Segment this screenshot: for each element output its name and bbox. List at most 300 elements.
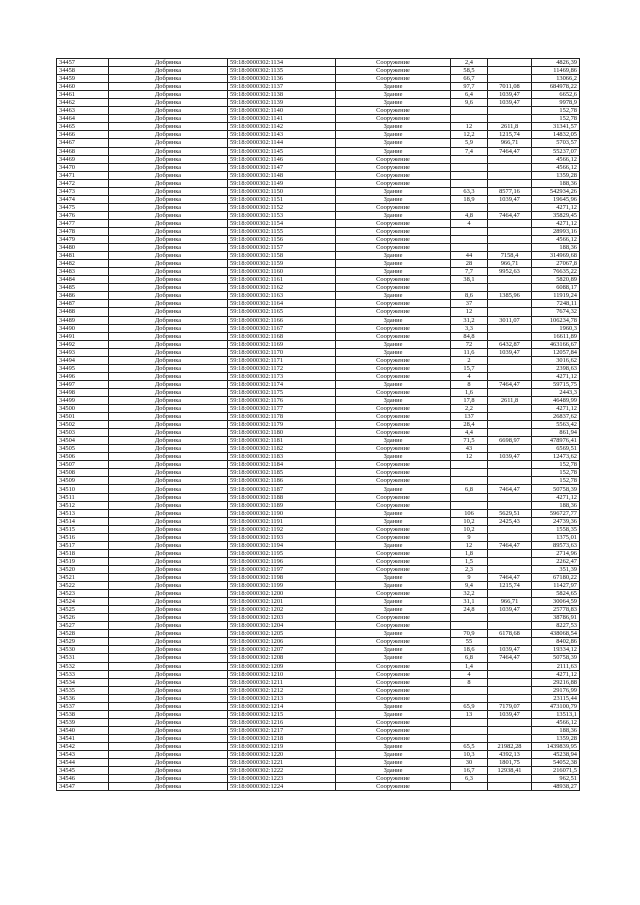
area-cell	[451, 614, 488, 622]
cadastral-value-cell: 4566,12	[532, 155, 580, 163]
row-number-cell: 34459	[57, 75, 109, 83]
row-number-cell: 34536	[57, 694, 109, 702]
cadastral-number-cell: 59:18:0000302:1171	[228, 356, 336, 364]
table-row	[57, 469, 580, 477]
table-body	[57, 59, 580, 791]
locality-cell: Добрянка	[109, 227, 228, 235]
table-row	[57, 324, 580, 332]
cadastral-value-cell: 6088,17	[532, 284, 580, 292]
rate-cell	[488, 638, 532, 646]
row-number-cell: 34514	[57, 517, 109, 525]
row-number-cell: 34485	[57, 284, 109, 292]
row-number-cell: 34544	[57, 759, 109, 767]
object-type-cell: Здание	[336, 485, 451, 493]
row-number-cell: 34466	[57, 131, 109, 139]
cadastral-value-cell: 23115,44	[532, 694, 580, 702]
cadastral-value-cell: 5820,89	[532, 276, 580, 284]
locality-cell: Добрянка	[109, 517, 228, 525]
locality-cell: Добрянка	[109, 316, 228, 324]
object-type-cell: Сооружение	[336, 219, 451, 227]
object-type-cell: Здание	[336, 292, 451, 300]
row-number-cell: 34517	[57, 541, 109, 549]
locality-cell: Добрянка	[109, 783, 228, 791]
locality-cell: Добрянка	[109, 485, 228, 493]
cadastral-value-cell: 2714,96	[532, 549, 580, 557]
row-number-cell: 34516	[57, 533, 109, 541]
cadastral-value-cell: 11427,97	[532, 582, 580, 590]
object-type-cell: Сооружение	[336, 227, 451, 235]
table-row	[57, 445, 580, 453]
table-row	[57, 203, 580, 211]
locality-cell: Добрянка	[109, 332, 228, 340]
rate-cell	[488, 533, 532, 541]
object-type-cell: Сооружение	[336, 678, 451, 686]
object-type-cell: Сооружение	[336, 670, 451, 678]
table-row	[57, 775, 580, 783]
area-cell	[451, 477, 488, 485]
cadastral-value-cell: 11919,24	[532, 292, 580, 300]
object-type-cell: Сооружение	[336, 614, 451, 622]
rate-cell: 7464,47	[488, 574, 532, 582]
cadastral-value-cell: 6652,6	[532, 91, 580, 99]
cadastral-value-cell: 28993,16	[532, 227, 580, 235]
cadastral-number-cell: 59:18:0000302:1141	[228, 115, 336, 123]
locality-cell: Добрянка	[109, 702, 228, 710]
cadastral-number-cell: 59:18:0000302:1143	[228, 131, 336, 139]
locality-cell: Добрянка	[109, 509, 228, 517]
area-cell	[451, 783, 488, 791]
row-number-cell: 34491	[57, 332, 109, 340]
object-type-cell: Здание	[336, 767, 451, 775]
object-type-cell: Сооружение	[336, 59, 451, 67]
rate-cell	[488, 590, 532, 598]
row-number-cell: 34483	[57, 268, 109, 276]
locality-cell: Добрянка	[109, 541, 228, 549]
cadastral-value-cell: 438068,54	[532, 630, 580, 638]
object-type-cell: Сооружение	[336, 694, 451, 702]
row-number-cell: 34533	[57, 670, 109, 678]
cadastral-number-cell: 59:18:0000302:1188	[228, 493, 336, 501]
object-type-cell: Здание	[336, 541, 451, 549]
locality-cell: Добрянка	[109, 646, 228, 654]
area-cell	[451, 244, 488, 252]
rate-cell: 1215,74	[488, 582, 532, 590]
cadastral-value-cell: 473100,79	[532, 702, 580, 710]
table-row	[57, 171, 580, 179]
locality-cell: Добрянка	[109, 187, 228, 195]
cadastral-number-cell: 59:18:0000302:1185	[228, 469, 336, 477]
table-row	[57, 590, 580, 598]
object-type-cell: Здание	[336, 759, 451, 767]
rate-cell: 1801,75	[488, 759, 532, 767]
object-type-cell: Сооружение	[336, 557, 451, 565]
table-row	[57, 227, 580, 235]
area-cell: 9	[451, 574, 488, 582]
rate-cell: 1039,47	[488, 710, 532, 718]
locality-cell: Добрянка	[109, 445, 228, 453]
row-number-cell: 34534	[57, 678, 109, 686]
cadastral-value-cell: 861,94	[532, 429, 580, 437]
object-type-cell: Здание	[336, 396, 451, 404]
cadastral-number-cell: 59:18:0000302:1193	[228, 533, 336, 541]
area-cell	[451, 284, 488, 292]
cadastral-number-cell: 59:18:0000302:1140	[228, 107, 336, 115]
rate-cell	[488, 364, 532, 372]
object-type-cell: Здание	[336, 453, 451, 461]
row-number-cell: 34473	[57, 187, 109, 195]
row-number-cell: 34522	[57, 582, 109, 590]
rate-cell: 7158,4	[488, 252, 532, 260]
cadastral-value-cell: 19334,12	[532, 646, 580, 654]
rate-cell: 7464,47	[488, 211, 532, 219]
object-type-cell: Сооружение	[336, 469, 451, 477]
cadastral-number-cell: 59:18:0000302:1217	[228, 726, 336, 734]
locality-cell: Добрянка	[109, 565, 228, 573]
table-row	[57, 284, 580, 292]
cadastral-number-cell: 59:18:0000302:1145	[228, 147, 336, 155]
rate-cell	[488, 332, 532, 340]
cadastral-value-cell: 25778,83	[532, 606, 580, 614]
rate-cell	[488, 227, 532, 235]
area-cell: 13	[451, 710, 488, 718]
cadastral-number-cell: 59:18:0000302:1166	[228, 316, 336, 324]
area-cell	[451, 171, 488, 179]
table-row	[57, 195, 580, 203]
cadastral-value-cell: 4826,39	[532, 59, 580, 67]
cadastral-value-cell: 4271,12	[532, 493, 580, 501]
locality-cell: Добрянка	[109, 211, 228, 219]
area-cell	[451, 686, 488, 694]
area-cell	[451, 179, 488, 187]
object-type-cell: Здание	[336, 630, 451, 638]
cadastral-value-cell: 38786,91	[532, 614, 580, 622]
object-type-cell: Здание	[336, 710, 451, 718]
cadastral-number-cell: 59:18:0000302:1134	[228, 59, 336, 67]
rate-cell: 7464,47	[488, 485, 532, 493]
locality-cell: Добрянка	[109, 155, 228, 163]
area-cell: 6,8	[451, 485, 488, 493]
rate-cell: 3011,07	[488, 316, 532, 324]
cadastral-number-cell: 59:18:0000302:1180	[228, 429, 336, 437]
locality-cell: Добрянка	[109, 292, 228, 300]
row-number-cell: 34472	[57, 179, 109, 187]
rate-cell	[488, 469, 532, 477]
locality-cell: Добрянка	[109, 348, 228, 356]
row-number-cell: 34541	[57, 734, 109, 742]
locality-cell: Добрянка	[109, 219, 228, 227]
locality-cell: Добрянка	[109, 252, 228, 260]
table-row	[57, 187, 580, 195]
area-cell: 97,7	[451, 83, 488, 91]
object-type-cell: Здание	[336, 751, 451, 759]
rate-cell: 1215,74	[488, 131, 532, 139]
cadastral-number-cell: 59:18:0000302:1148	[228, 171, 336, 179]
row-number-cell: 34518	[57, 549, 109, 557]
area-cell: 18,6	[451, 646, 488, 654]
area-cell: 9,6	[451, 99, 488, 107]
area-cell: 66,7	[451, 75, 488, 83]
rate-cell	[488, 171, 532, 179]
cadastral-value-cell: 152,78	[532, 477, 580, 485]
row-number-cell: 34527	[57, 622, 109, 630]
row-number-cell: 34543	[57, 751, 109, 759]
table-row	[57, 413, 580, 421]
cadastral-value-cell: 24739,36	[532, 517, 580, 525]
table-row	[57, 405, 580, 413]
cadastral-value-cell: 4566,12	[532, 163, 580, 171]
object-type-cell: Сооружение	[336, 622, 451, 630]
table-row	[57, 91, 580, 99]
cadastral-number-cell: 59:18:0000302:1208	[228, 654, 336, 662]
rate-cell	[488, 203, 532, 211]
cadastral-value-cell: 216071,5	[532, 767, 580, 775]
rate-cell	[488, 219, 532, 227]
cadastral-value-cell: 29216,88	[532, 678, 580, 686]
cadastral-value-cell: 19645,96	[532, 195, 580, 203]
object-type-cell: Сооружение	[336, 236, 451, 244]
locality-cell: Добрянка	[109, 742, 228, 750]
cadastral-value-cell: 152,78	[532, 469, 580, 477]
rate-cell	[488, 308, 532, 316]
locality-cell: Добрянка	[109, 83, 228, 91]
cadastral-number-cell: 59:18:0000302:1149	[228, 179, 336, 187]
cadastral-number-cell: 59:18:0000302:1223	[228, 775, 336, 783]
table-row	[57, 364, 580, 372]
locality-cell: Добрянка	[109, 139, 228, 147]
rate-cell	[488, 405, 532, 413]
object-type-cell: Сооружение	[336, 413, 451, 421]
locality-cell: Добрянка	[109, 236, 228, 244]
cadastral-value-cell: 478976,41	[532, 437, 580, 445]
area-cell: 10,2	[451, 517, 488, 525]
row-number-cell: 34476	[57, 211, 109, 219]
row-number-cell: 34492	[57, 340, 109, 348]
rate-cell: 7464,47	[488, 380, 532, 388]
cadastral-number-cell: 59:18:0000302:1138	[228, 91, 336, 99]
row-number-cell: 34504	[57, 437, 109, 445]
object-type-cell: Здание	[336, 606, 451, 614]
rate-cell	[488, 372, 532, 380]
cadastral-number-cell: 59:18:0000302:1153	[228, 211, 336, 219]
cadastral-value-cell: 188,36	[532, 244, 580, 252]
cadastral-number-cell: 59:18:0000302:1170	[228, 348, 336, 356]
rate-cell	[488, 75, 532, 83]
table-row	[57, 380, 580, 388]
object-type-cell: Сооружение	[336, 565, 451, 573]
table-row	[57, 501, 580, 509]
row-number-cell: 34507	[57, 461, 109, 469]
row-number-cell: 34540	[57, 726, 109, 734]
table-row	[57, 638, 580, 646]
table-row	[57, 268, 580, 276]
rate-cell: 8577,16	[488, 187, 532, 195]
cadastral-value-cell: 67180,22	[532, 574, 580, 582]
rate-cell: 12938,41	[488, 767, 532, 775]
area-cell: 2,4	[451, 59, 488, 67]
table-row	[57, 549, 580, 557]
locality-cell: Добрянка	[109, 622, 228, 630]
cadastral-number-cell: 59:18:0000302:1178	[228, 413, 336, 421]
cadastral-number-cell: 59:18:0000302:1214	[228, 702, 336, 710]
cadastral-value-cell: 13513,1	[532, 710, 580, 718]
object-type-cell: Сооружение	[336, 372, 451, 380]
cadastral-value-cell: 152,78	[532, 107, 580, 115]
cadastral-value-cell: 4271,12	[532, 219, 580, 227]
cadastral-number-cell: 59:18:0000302:1186	[228, 477, 336, 485]
row-number-cell: 34500	[57, 405, 109, 413]
row-number-cell: 34460	[57, 83, 109, 91]
cadastral-value-cell: 35829,45	[532, 211, 580, 219]
object-type-cell: Сооружение	[336, 662, 451, 670]
table-row	[57, 646, 580, 654]
object-type-cell: Сооружение	[336, 783, 451, 791]
area-cell	[451, 501, 488, 509]
cadastral-number-cell: 59:18:0000302:1147	[228, 163, 336, 171]
locality-cell: Добрянка	[109, 179, 228, 187]
cadastral-value-cell: 29176,99	[532, 686, 580, 694]
area-cell: 31,2	[451, 316, 488, 324]
cadastral-number-cell: 59:18:0000302:1215	[228, 710, 336, 718]
area-cell	[451, 461, 488, 469]
rate-cell: 7464,47	[488, 654, 532, 662]
rate-cell	[488, 662, 532, 670]
locality-cell: Добрянка	[109, 99, 228, 107]
table-row	[57, 582, 580, 590]
table-row	[57, 123, 580, 131]
cadastral-number-cell: 59:18:0000302:1162	[228, 284, 336, 292]
table-row	[57, 252, 580, 260]
row-number-cell: 34488	[57, 308, 109, 316]
object-type-cell: Сооружение	[336, 244, 451, 252]
cadastral-value-cell: 188,36	[532, 501, 580, 509]
table-row	[57, 332, 580, 340]
cadastral-value-cell: 55237,07	[532, 147, 580, 155]
table-row	[57, 598, 580, 606]
cadastral-value-cell: 351,39	[532, 565, 580, 573]
rate-cell	[488, 678, 532, 686]
cadastral-value-cell: 59715,75	[532, 380, 580, 388]
area-cell: 58,5	[451, 67, 488, 75]
cadastral-number-cell: 59:18:0000302:1201	[228, 598, 336, 606]
area-cell: 1,5	[451, 557, 488, 565]
row-number-cell: 34532	[57, 662, 109, 670]
rate-cell: 6432,87	[488, 340, 532, 348]
row-number-cell: 34503	[57, 429, 109, 437]
locality-cell: Добрянка	[109, 759, 228, 767]
cadastral-number-cell: 59:18:0000302:1205	[228, 630, 336, 638]
cadastral-number-cell: 59:18:0000302:1160	[228, 268, 336, 276]
locality-cell: Добрянка	[109, 638, 228, 646]
cadastral-number-cell: 59:18:0000302:1150	[228, 187, 336, 195]
cadastral-number-cell: 59:18:0000302:1157	[228, 244, 336, 252]
cadastral-value-cell: 7674,32	[532, 308, 580, 316]
rate-cell: 966,71	[488, 260, 532, 268]
rate-cell	[488, 686, 532, 694]
area-cell	[451, 115, 488, 123]
cadastral-number-cell: 59:18:0000302:1161	[228, 276, 336, 284]
locality-cell: Добрянка	[109, 694, 228, 702]
area-cell: 65,9	[451, 702, 488, 710]
table-row	[57, 139, 580, 147]
cadastral-number-cell: 59:18:0000302:1221	[228, 759, 336, 767]
object-type-cell: Сооружение	[336, 590, 451, 598]
area-cell: 4	[451, 219, 488, 227]
area-cell: 17,8	[451, 396, 488, 404]
row-number-cell: 34467	[57, 139, 109, 147]
cadastral-number-cell: 59:18:0000302:1175	[228, 388, 336, 396]
rate-cell: 7179,07	[488, 702, 532, 710]
locality-cell: Добрянка	[109, 775, 228, 783]
cadastral-value-cell: 16611,89	[532, 332, 580, 340]
area-cell: 8	[451, 380, 488, 388]
table-row	[57, 219, 580, 227]
cadastral-number-cell: 59:18:0000302:1155	[228, 227, 336, 235]
table-row	[57, 276, 580, 284]
row-number-cell: 34530	[57, 646, 109, 654]
area-cell: 12	[451, 308, 488, 316]
cadastral-number-cell: 59:18:0000302:1146	[228, 155, 336, 163]
rate-cell	[488, 107, 532, 115]
row-number-cell: 34462	[57, 99, 109, 107]
area-cell: 2	[451, 356, 488, 364]
object-type-cell: Здание	[336, 139, 451, 147]
row-number-cell: 34524	[57, 598, 109, 606]
row-number-cell: 34477	[57, 219, 109, 227]
cadastral-value-cell: 463166,67	[532, 340, 580, 348]
locality-cell: Добрянка	[109, 453, 228, 461]
area-cell	[451, 227, 488, 235]
table-row	[57, 686, 580, 694]
locality-cell: Добрянка	[109, 606, 228, 614]
rate-cell	[488, 622, 532, 630]
rate-cell: 1385,96	[488, 292, 532, 300]
cadastral-value-cell: 11469,86	[532, 67, 580, 75]
locality-cell: Добрянка	[109, 686, 228, 694]
locality-cell: Добрянка	[109, 107, 228, 115]
area-cell	[451, 694, 488, 702]
locality-cell: Добрянка	[109, 364, 228, 372]
cadastral-number-cell: 59:18:0000302:1163	[228, 292, 336, 300]
cadastral-value-cell: 188,36	[532, 179, 580, 187]
locality-cell: Добрянка	[109, 429, 228, 437]
table-row	[57, 236, 580, 244]
locality-cell: Добрянка	[109, 718, 228, 726]
object-type-cell: Сооружение	[336, 107, 451, 115]
row-number-cell: 34463	[57, 107, 109, 115]
cadastral-number-cell: 59:18:0000302:1190	[228, 509, 336, 517]
area-cell: 24,8	[451, 606, 488, 614]
locality-cell: Добрянка	[109, 582, 228, 590]
cadastral-value-cell: 4271,12	[532, 372, 580, 380]
rate-cell	[488, 565, 532, 573]
rate-cell: 1039,47	[488, 99, 532, 107]
area-cell: 1,4	[451, 662, 488, 670]
property-table	[56, 58, 580, 791]
row-number-cell: 34528	[57, 630, 109, 638]
cadastral-value-cell: 48938,27	[532, 783, 580, 791]
table-row	[57, 429, 580, 437]
row-number-cell: 34470	[57, 163, 109, 171]
object-type-cell: Здание	[336, 340, 451, 348]
object-type-cell: Сооружение	[336, 525, 451, 533]
cadastral-value-cell: 4271,12	[532, 203, 580, 211]
object-type-cell: Сооружение	[336, 734, 451, 742]
locality-cell: Добрянка	[109, 372, 228, 380]
object-type-cell: Сооружение	[336, 501, 451, 509]
object-type-cell: Сооружение	[336, 163, 451, 171]
row-number-cell: 34531	[57, 654, 109, 662]
cadastral-number-cell: 59:18:0000302:1184	[228, 461, 336, 469]
